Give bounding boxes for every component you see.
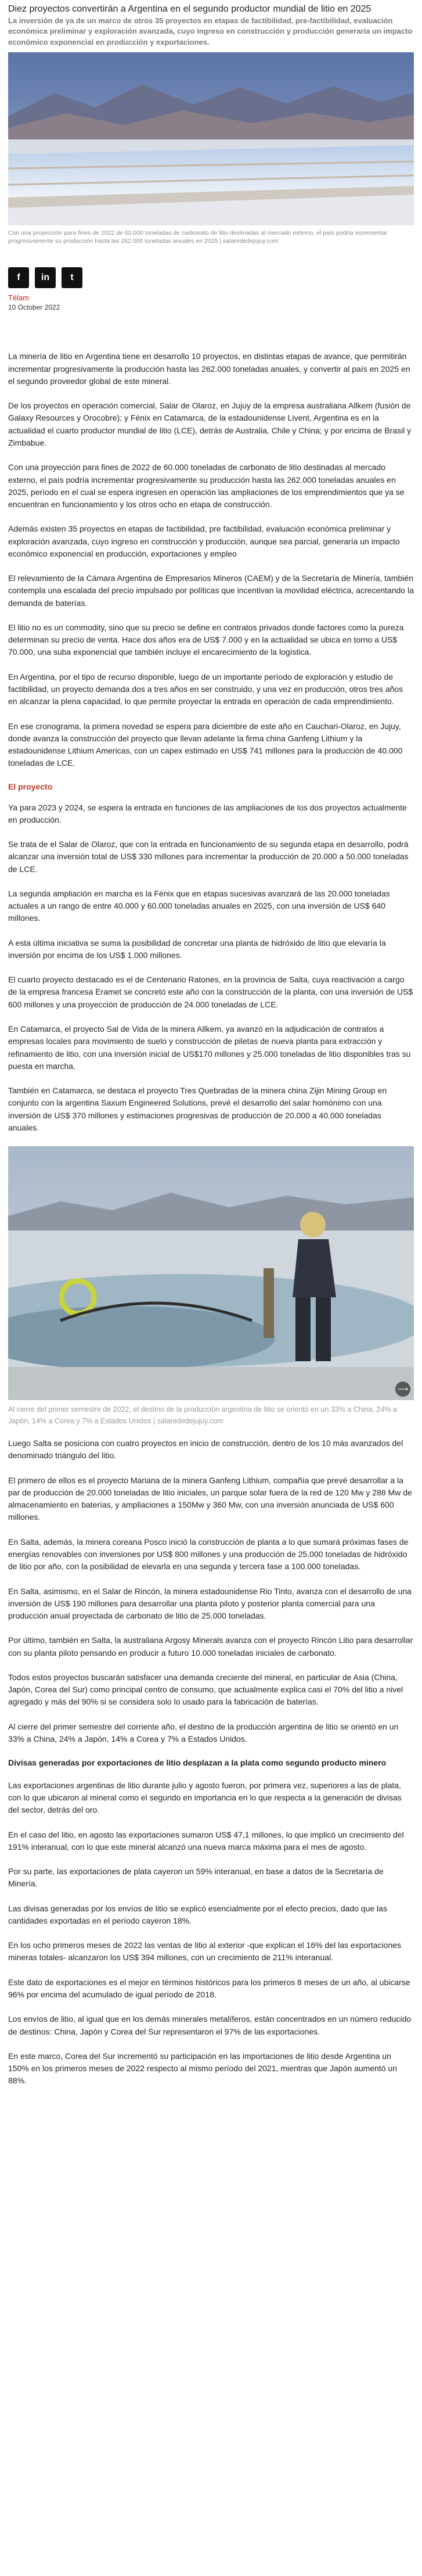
- paragraph: Además existen 35 proyectos en etapas de factibilidad, pre factibilidad, evaluación económica preliminar y exploración avanzada, cuyo ingreso en construcción y producción, aunque sea parcial, generaría un impacto económico exponencial en producción, exportaciones y empleo: [8, 524, 400, 558]
- paragraph: En Salta, además, la minera coreana Posco inició la construcción de planta a lo que sumará próximas fases de energías renovables con inversiones por US$ 800 millones y una producción de 25.000 toneladas de hidróxido de litio por año, con la posibilidad de elevarla en una segunda y tercera fase a 100.000 toneladas.: [8, 1537, 409, 1572]
- paragraph: En Argentina, por el tipo de recurso disponible, luego de un importante período de exploración y estudio de factibilidad, un proyecto demanda dos a tres años en ser construido, y una vez en producción, otros tres años en alcanzar la plena capacidad, lo que permite proyectar la entrada en operación de cada emprendimiento.: [8, 672, 403, 706]
- paragraph: Las exportaciones argentinas de litio durante julio y agosto fueron, por primera vez, superiores a las de plata, con lo que ubicaron al mineral como el segundo en importancia en lo que respecta a la generación de divisas del sector, detrás del oro.: [8, 1780, 402, 1815]
- article-source[interactable]: Télam: [8, 293, 30, 303]
- paragraph: Las divisas generadas por los envíos de litio se explicó esencialmente por el efecto precios, dado que las cantidades exportadas en el período cayeron 18%.: [8, 1903, 387, 1925]
- paragraph: De los proyectos en operación comercial, Salar de Olaroz, en Jujuy de la empresa australiana Allkem (fusión de Galaxy Resources y Orocobre); y Fénix en Catamarca, de la estadounidense Livent, Argentina es en la actualidad el cuarto productor mundial de litio (LCE), detrás de Australia, Chile y China; y por encima de Brasil y Zimbabue.: [8, 401, 412, 447]
- paragraph: El cuarto proyecto destacado es el de Centenario Ratones, en la provincia de Salta, cuya reactivación a cargo de la empresa francesa Eramet se concretó este año con la construcción de la planta, con una inversión de US$ 600 millones y una proyección de producción de 24.000 toneladas de LCE.: [8, 975, 413, 1009]
- hero-caption: Con una proyección para fines de 2022 de 60.000 toneladas de carbonato de litio destinadas al mercado externo, el país podría incrementar progresivamente su producción hasta las 262.000 toneladas anuales en 2025 | salarededejujuy.com: [8, 229, 388, 245]
- paragraph: Este dato de exportaciones es el mejor en términos históricos para los primeros 8 meses de un año, al ubicarse 96% por encima del acumulado de igual período de 2018.: [8, 1977, 410, 1999]
- subheading: Divisas generadas por exportaciones de litio desplazan a la plata como segundo producto minero: [8, 1758, 387, 1768]
- worker-photo: [8, 1146, 414, 1400]
- linkedin-icon: in: [41, 272, 50, 283]
- article-title: Diez proyectos convertirán a Argentina en el segundo productor mundial de litio en 2025: [8, 4, 371, 14]
- paragraph: El litio no es un commodity, sino que su precio se define en contratos privados donde factores como la pureza determinan su precio de venta. Hace dos años era de US$ 7.000 y en la actualidad se ubica en torno a US$ 70.000, una suba exponencial que también incluye el encarecimiento de la logística.: [8, 622, 404, 657]
- paragraph: La segunda ampliación en marcha es la Fénix que en etapas sucesivas avanzará de las 20.000 toneladas actuales a un rango de entre 40.000 y 60.000 toneladas anuales en 2025, con una inversión de US$ 640 millones.: [8, 888, 390, 923]
- paragraph: Se trata de el Salar de Olaroz, que con la entrada en funcionamiento de su segunda etapa en desarrollo, podrá alcanzar una inversión total de US$ 330 millones para incrementar la producción de 20.000 a 50.000 toneladas de LCE.: [8, 839, 409, 874]
- paragraph: Luego Salta se posiciona con cuatro proyectos en inicio de construcción, dentro de los 10 más avanzados del denominado triángulo del litio.: [8, 1438, 403, 1461]
- article-subtitle: La inversión de ya de un marco de otros 35 proyectos en etapas de factibilidad, pre-factibilidad, evaluación económica preliminar y exploración avanzada, cuyo ingreso en construcción y producción generaría un impacto económico exponencial en producción y exportaciones.: [8, 16, 413, 46]
- photo-caption: Al cierre del primer semestre de 2022, el destino de la producción argentina de litio se orientó en un 33% a China, 24% a Japón, 14% a Corea y 7% a Estados Unidos | salarededejujuy.com: [8, 1405, 397, 1426]
- paragraph: Todos estos proyectos buscarán satisfacer una demanda creciente del mineral, en particular de Asia (China, Japón, Corea del Sur) como principal centro de consumo, que actualmente explica casi el 70% del litio a nivel agregado y más del 90% si se considera solo lo usado para la fabricación de baterías.: [8, 1672, 403, 1707]
- paragraph: Por su parte, las exportaciones de plata cayeron un 59% interanual, en base a datos de la Secretaría de Minería.: [8, 1867, 384, 1889]
- paragraph: En los ocho primeros meses de 2022 las ventas de litio al exterior -que explican el 16% del las exportaciones mineras totales- alcanzaron los US$ 394 millones, con un crecimiento de 211% interanual.: [8, 1940, 402, 1963]
- salt-flat-illustration: [8, 52, 414, 225]
- hero-image: [8, 52, 414, 225]
- paragraph: Al cierre del primer semestre del corriente año, el destino de la producción argentina de litio se orientó en un 33% a China, 24% a Japón, 14% a Corea y 7% a Estados Unidos.: [8, 1721, 399, 1743]
- paragraph: En ese cronograma, la primera novedad se espera para diciembre de este año en Cauchari-Olaroz, en Jujuy, donde avanza la construcción del proyecto que llevan adelante la firma china Ganfeng Lithium y la estadounidense Lithium Americas, con un capex estimado en US$ 741 millones para la producción de 40.000 toneladas de LCE.: [8, 721, 403, 768]
- paragraph: A esta última iniciativa se suma la posibilidad de concretar una planta de hidróxido de litio que elevaría la inversión por encima de los US$ 1.000 millones.: [8, 938, 386, 960]
- paragraph: Por último, también en Salta, la australiana Argosy Minerals avanza con el proyecto Rincón Litio para desarrollar con su planta piloto pensando en producir a futuro 10.000 toneladas iniciales de carbonato.: [8, 1635, 413, 1657]
- share-icon: ⟶: [397, 1384, 409, 1394]
- paragraph: En Catamarca, el proyecto Sal de Vida de la minera Allkem, ya avanzó en la adjudicación de contratos a empresas locales para movimiento de suelo y construcción de piletas de nueva planta para extracción y refinamiento de litio, con una inversión inicial de US$170 millones y 25.000 toneladas de litio disponibles tras su puesta en marcha.: [8, 1024, 411, 1071]
- expand-image-button[interactable]: [395, 1382, 410, 1397]
- paragraph: El relevamiento de la Cámara Argentina de Empresarios Mineros (CAEM) y de la Secretaría de Minería, también contempla una escalada del precio impulsado por políticas que incentivan la movilidad eléctrica, acrecentando la demanda de baterías.: [8, 573, 414, 608]
- paragraph: Ya para 2023 y 2024, se espera la entrada en funciones de las ampliaciones de los dos proyectos actualmente en producción.: [8, 802, 407, 824]
- paragraph: También en Catamarca, se destaca el proyecto Tres Quebradas de la minera china Zijin Mining Group en conjunto con la argentina Saxum Engineered Solutions, prevé el desarrollo del salar homónimo con una inversión de US$ 370 millones y estimaciones progresivas de producción de 20.000 a 40.000 toneladas anuales.: [8, 1086, 387, 1132]
- paragraph: Con una proyección para fines de 2022 de 60.000 toneladas de carbonato de litio destinadas al mercado externo, el país podría incrementar progresivamente su producción hasta las 262.000 toneladas anuales en 2025, período en el cual se espera ingresen en operación las ampliaciones de los emprendimientos que ya se encuentran en funcionamiento y los otros ocho en etapa de construcción.: [8, 462, 405, 510]
- linkedin-share-button[interactable]: [35, 267, 56, 288]
- facebook-share-button[interactable]: [8, 267, 29, 288]
- twitter-icon: t: [70, 272, 74, 283]
- twitter-share-button[interactable]: [62, 267, 82, 288]
- lithium-pond-worker-illustration: [8, 1146, 414, 1400]
- paragraph: La minería de litio en Argentina tiene en desarrollo 10 proyectos, en distintas etapas de avance, que permitirán incrementar progresivamente la producción hasta las 262.000 toneladas anuales, y convertir al país en 2025 en el segundo proveedor global de este mineral.: [8, 351, 410, 386]
- paragraph: Los envíos de litio, al igual que en los demás minerales metalíferos, están concentrados en un número reducido de destinos: China, Japón y Corea del Sur representaron el 97% de las exportaciones.: [8, 2014, 412, 2036]
- paragraph: El primero de ellos es el proyecto Mariana de la minera Ganfeng Lithium, compañía que prevé desarrollar a la par de producción de 20.000 toneladas de litio iniciales, un parque solar fuera de la red de 120 Mw y 288 Mw de almacenamiento en baterías, y ampliaciones a 150Mw y 360 Mw, con una inversión anunciada de US$ 600 millones.: [8, 1475, 412, 1522]
- section-heading: El proyecto: [8, 781, 53, 791]
- facebook-icon: f: [17, 272, 20, 283]
- article-date: 10 October 2022: [8, 303, 60, 312]
- share-bar: [8, 267, 414, 288]
- paragraph: En Salta, asimismo, en el Salar de Rincón, la minera estadounidense Rio Tinto, avanza con el desarrollo de una inversión de US$ 190 millones para desarrollar una planta piloto y posterior planta comercial para una producción anual proyectada de carbonato de litio de 25.000 toneladas.: [8, 1586, 412, 1621]
- paragraph: En este marco, Corea del Sur incrementó su participación en las importaciones de litio desde Argentina un 150% en los primeros meses de 2022 respecto al mismo período del 2021, mientras que Japón aumentó un 88%.: [8, 2051, 398, 2086]
- article-body: [8, 350, 414, 2087]
- paragraph: En el caso del litio, en agosto las exportaciones sumaron US$ 47,1 millones, lo que implicó un crecimiento del 191% interanual, con lo que este mineral alcanzó una nueva marca máxima para el mes de agosto.: [8, 1829, 404, 1852]
